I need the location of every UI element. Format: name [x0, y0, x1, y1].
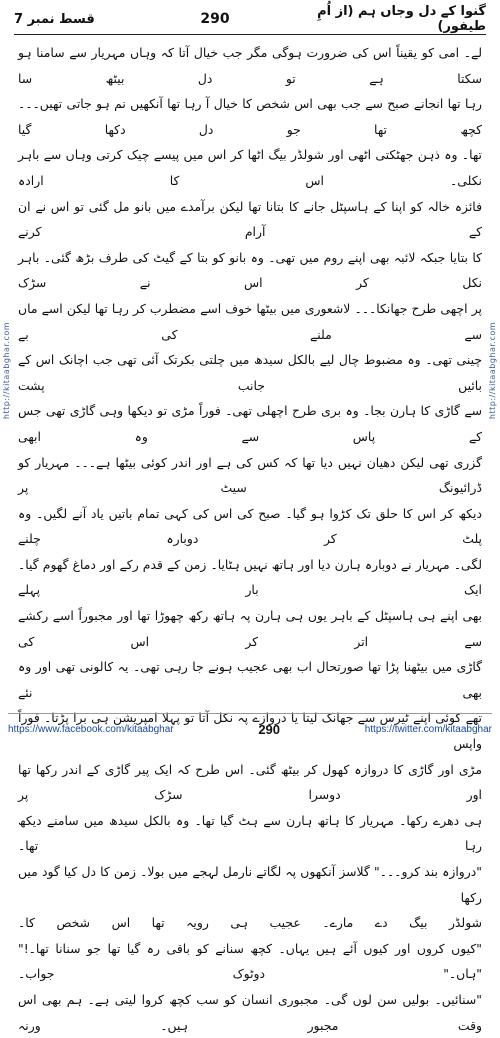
- text-line: پر اچھی طرح جھانکا۔۔۔ لاشعوری میں بیٹھا خوف اسے مضطرب کر رہا تھا لیکن اسے ماں سے ملنے کی بے: [18, 300, 482, 342]
- twitter-link[interactable]: https://twitter.com/kitaabghar: [364, 723, 492, 735]
- facebook-link[interactable]: https://www.facebook.com/kitaabghar: [8, 723, 174, 735]
- text-line: تھا۔ وہ ذہن جھٹکتی اٹھی اور شولڈر بیگ اٹھا کر اس میں پیسے چیک کرتی وہاں سے باہر نکلی۔ اس کا ارادہ: [18, 147, 482, 188]
- footer-page-number: 290: [258, 721, 281, 737]
- text-line: گزری تھی لیکن دھیان نہیں دیا تھا کہ کس کی ہے اور اندر کوئی بیٹھا ہے۔۔۔ مہریار کو ڈرائیونگ سیٹ پر: [18, 454, 482, 496]
- watermark-text-right: http://kitaabghar.com: [488, 321, 498, 419]
- text-line: دیکھ کر اس کا حلق تک کڑوا ہو گیا۔ صبح کی اس کی کہی تمام باتیں یاد آنے لگیں۔ وہ پلٹ کر دوبارہ چلنے: [18, 505, 482, 547]
- text-line: کا بتایا جبکہ لائبہ بھی اپنے روم میں تھی۔ وہ بانو کو بتا کے گیٹ کی طرف بڑھ گئی۔ باہر نکل کر اس نے سڑک: [18, 249, 482, 291]
- text-line: مڑی اور گاڑی کا دروازہ کھول کر بیٹھ گئی۔ اس طرح کہ ایک پیر گاڑی کے اندر رکھا تھا اور دوسرا سڑک پر: [18, 761, 482, 803]
- left-watermark: [1, 40, 13, 700]
- text-line: شولڈر بیگ دے مارے۔ عجیب ہی رویہ تھا اس شخص کا۔: [18, 915, 482, 931]
- text-line: "سنائیں۔ بولیں سن لوں گی۔ مجبوری انسان کو سب کچھ کروا لیتی ہے۔ ہم بھی اس وقت مجبور ہیں۔ ورنہ: [18, 991, 482, 1033]
- text-line: چینی تھی۔ وہ مضبوط چال لیے بالکل سیدھ میں چلتی بکرتک آئی تھی جب اچانک اس کے بائیں جانب پشت: [18, 352, 482, 393]
- text-line: "کیوں کروں اور کیوں آئے ہیں یہاں۔ کچھ سنانے کو باقی رہ گیا تھا جو سنانا تھا۔!": [18, 940, 482, 956]
- episode-label: قسط نمبر 7: [14, 11, 95, 27]
- watermark-text-left: http://kitaabghar.com: [2, 321, 12, 419]
- page-header: [14, 4, 486, 35]
- text-line: لے۔ امی کو یقیناً اس کی ضرورت ہوگی مگر جب خیال آتا کہ وہاں مہریار سے سامنا ہو سکتا ہے تو دل بیٹھ سا: [18, 45, 482, 86]
- text-line: "ہاں۔" دوٹوک جواب۔: [18, 966, 482, 982]
- right-watermark: [487, 40, 499, 700]
- text-line: "دروازہ بند کرو۔۔۔" گلاسز آنکھوں پہ لگاتے نارمل لہجے میں بولا۔ زمن کا دل کیا گود میں رکھا: [18, 864, 482, 905]
- text-line: ہی دھرے رکھا۔ مہریار کا ہاتھ ہارن سے ہٹ گیا تھا۔ وہ بالکل سیدھ میں سامنے دیکھ رہا تھا۔: [18, 812, 482, 854]
- text-line: گاڑی میں بیٹھنا پڑا تھا صورتحال اب بھی عجیب ہونے جا رہی تھی۔ یہ کالونی تھی اور وہ بھی نئے: [18, 659, 482, 700]
- text-line: فائزہ خالہ کو اپنا کے ہاسپٹل جانے کا بتانا تھا لیکن برآمدے میں بانو مل گئی تو اس نے ان کے آرام کرنے: [18, 198, 482, 240]
- text-line: لگی۔ مہریار نے دوبارہ ہارن دیا اور ہاتھ نہیں ہٹایا۔ زمن کے قدم رکے اور دماغ گھوم گیا۔ ایک بار پہلے: [18, 556, 482, 598]
- text-line: تھے کوئی اپنے ٹیرس سے جھانک لیتا یا دروازے پہ نکل آتا تو پہلا امپریشن ہی برا پڑتا۔ فوراً واپس: [18, 710, 482, 752]
- text-line: سے گاڑی کا ہارن بجا۔ وہ بری طرح اچھلی تھی۔ فوراً مڑی تو دیکھا وہی گاڑی تھی جس کے پاس سے وہ ابھی: [18, 403, 482, 444]
- text-line: بھی اپنے ہی ہاسپٹل کے باہر یوں ہی ہارن پہ ہاتھ رکھ چھوڑا تھا اور مجبوراً اسے رکشے سے اتر کر اس کی: [18, 608, 482, 649]
- text-line: رہا تھا انجانے صبح سے جب بھی اس شخص کا خیال آ رہا تھا آنکھیں نم ہو جاتی تھیں۔۔۔ کچھ تھا جو دل دکھا گیا: [18, 96, 482, 137]
- header-page-number: 290: [200, 11, 230, 27]
- book-title: گنوا کے دل وجاں ہم (از اُمِ طیفور): [317, 4, 486, 34]
- page-footer: [8, 713, 492, 744]
